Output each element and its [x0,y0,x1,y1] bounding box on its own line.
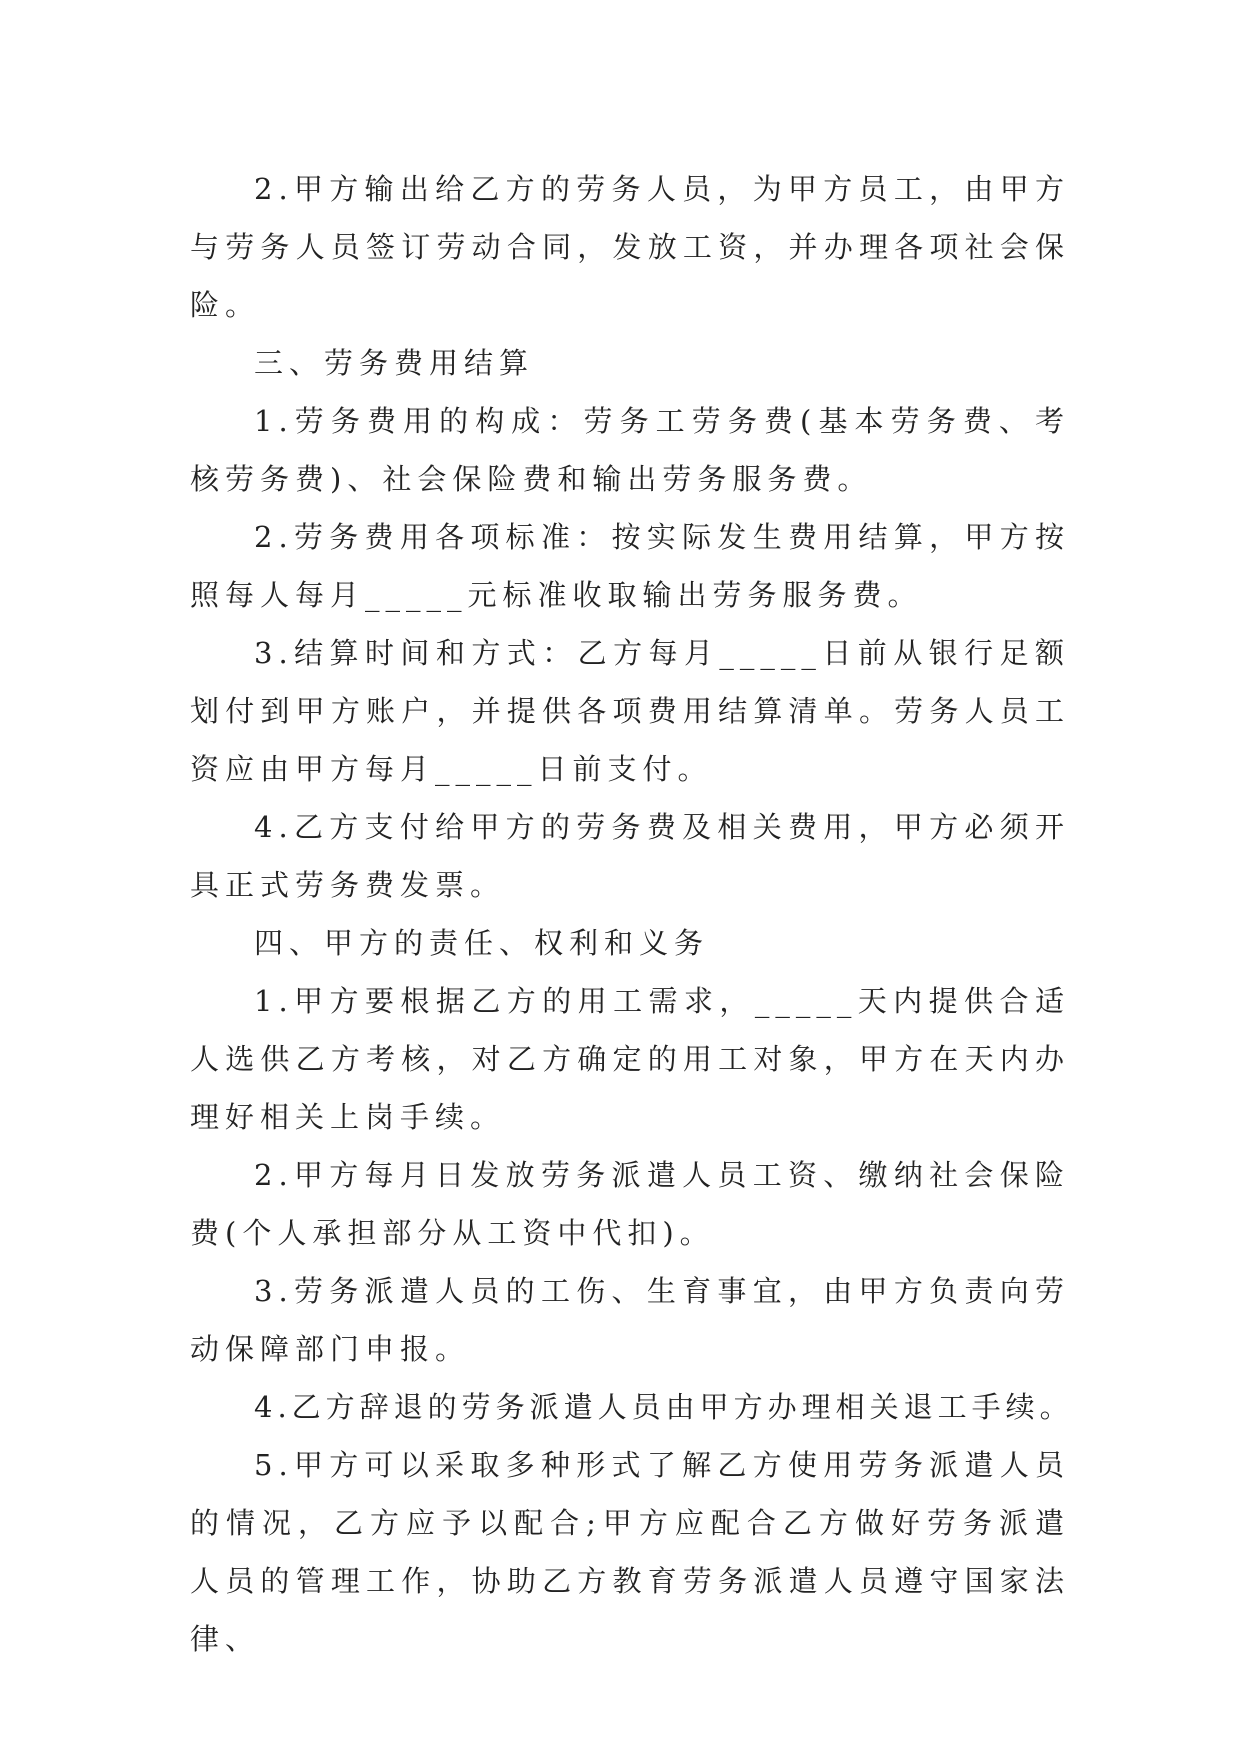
paragraph-5-management: 5.甲方可以采取多种形式了解乙方使用劳务派遣人员的情况，乙方应予以配合;甲方应配合乙方做好劳务派遣人员的管理工作，协助乙方教育劳务派遣人员遵守国家法律、 [190,1448,1070,1656]
paragraph-2-pay-wages: 2.甲方每月日发放劳务派遣人员工资、缴纳社会保险费(个人承担部分从工资中代扣)。 [190,1158,1070,1250]
paragraph-3-injury-reporting: 3.劳务派遣人员的工伤、生育事宜，由甲方负责向劳动保障部门申报。 [190,1274,1070,1366]
section-heading-fee-settlement: 三、劳务费用结算 [254,346,535,380]
paragraph-2-fee-standards: 2.劳务费用各项标准：按实际发生费用结算，甲方按照每人每月_____元标准收取输出劳务服务费。 [190,520,1070,612]
paragraph-1-fee-composition: 1.劳务费用的构成：劳务工劳务费(基本劳务费、考核劳务费)、社会保险费和输出劳务服务费。 [190,404,1070,496]
section-heading-party-a-duties: 四、甲方的责任、权利和义务 [254,926,710,960]
paragraph-2-employment: 2.甲方输出给乙方的劳务人员，为甲方员工，由甲方与劳务人员签订劳动合同，发放工资，并办理各项社会保险。 [190,172,1070,322]
document-body [190,160,1074,1668]
paragraph-4-dismissal: 4.乙方辞退的劳务派遣人员由甲方办理相关退工手续。 [254,1390,1074,1424]
paragraph-4-invoice: 4.乙方支付给甲方的劳务费及相关费用，甲方必须开具正式劳务费发票。 [190,810,1070,902]
paragraph-1-provide-staff: 1.甲方要根据乙方的用工需求，_____天内提供合适人选供乙方考核，对乙方确定的用工对象，甲方在天内办理好相关上岗手续。 [190,984,1070,1134]
paragraph-3-settlement-time: 3.结算时间和方式：乙方每月_____日前从银行足额划付到甲方账户，并提供各项费用结算清单。劳务人员工资应由甲方每月_____日前支付。 [190,636,1070,786]
